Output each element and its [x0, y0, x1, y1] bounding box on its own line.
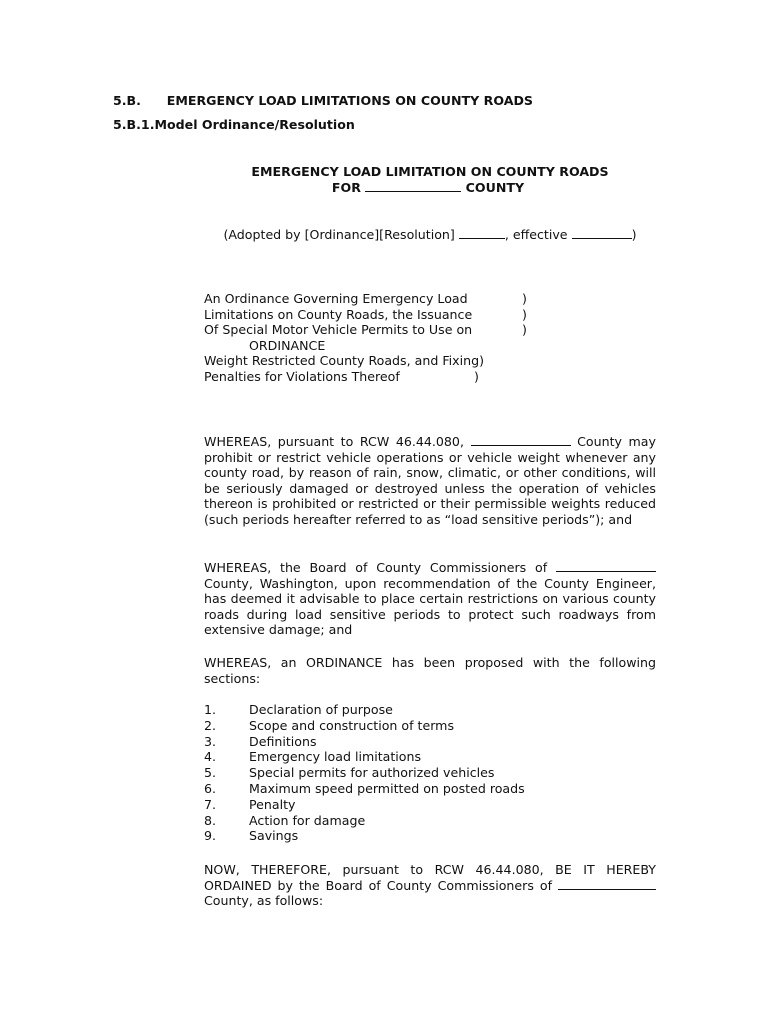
caption-line: Of Special Motor Vehicle Permits to Use on: [204, 322, 473, 338]
caption-line: An Ordinance Governing Emergency Load: [204, 291, 468, 306]
document-title-line2: FOR COUNTY: [331, 179, 525, 195]
section-number: 5.B.: [113, 93, 141, 108]
adopted-line: (Adopted by [Ordinance][Resolution] , effective ): [223, 227, 637, 242]
list-item: 1. Declaration of purpose: [204, 702, 393, 717]
therefore-paragraph: NOW, THEREFORE, pursuant to RCW 46.44.080, BE IT HEREBY ORDAINED by the Board of County Commissioners of County, as follows:: [204, 862, 656, 909]
whereas-paragraph-3: WHEREAS, an ORDINANCE has been proposed with the following sections:: [204, 655, 656, 686]
ordinance-number-blank: [459, 227, 505, 239]
county-name-blank: [556, 560, 656, 572]
list-item: 3. Definitions: [204, 733, 317, 749]
list-item: 7. Penalty: [204, 796, 296, 812]
caption-ordinance-label: ORDINANCE: [249, 337, 326, 353]
list-item: 4. Emergency load limitations: [204, 749, 422, 765]
caption-line: Penalties for Violations Thereof: [204, 368, 400, 384]
county-name-blank: [471, 434, 571, 446]
caption-line: Weight Restricted County Roads, and Fixing): [204, 353, 484, 369]
list-item: 8. Action for damage: [204, 812, 366, 828]
list-item: 9. Savings: [204, 828, 299, 844]
ordinance-caption: An Ordinance Governing Emergency Load ) Limitations on County Roads, the Issuance ) Of Special Motor Vehicle Permits to Use on ) ORDINANCE Weight Restricted County Roads, and Fixing) Penalties for Violations Thereof ): [204, 291, 527, 384]
section-title: EMERGENCY LOAD LIMITATIONS ON COUNTY ROADS: [166, 93, 533, 108]
caption-line: Limitations on County Roads, the Issuance: [204, 306, 473, 322]
section-heading: [113, 93, 533, 109]
sections-list: [204, 702, 656, 844]
document-title-line1: EMERGENCY LOAD LIMITATION ON COUNTY ROADS: [251, 164, 609, 179]
subsection-heading: [113, 117, 355, 133]
document-title: [204, 164, 656, 195]
whereas-paragraph-1: WHEREAS, pursuant to RCW 46.44.080, County may prohibit or restrict vehicle operations or vehicle weight whenever any county road, by reason of rain, snow, climatic, or other conditions, will be seriously damaged or destroyed unless the operation of vehicles thereon is prohibited or restricted or their permissible weights reduced (such periods hereafter referred to as “load sensitive periods”); and: [204, 434, 656, 527]
list-item: 5. Special permits for authorized vehicles: [204, 765, 495, 781]
county-name-blank: [365, 180, 461, 192]
county-name-blank: [558, 878, 656, 890]
subsection-title: Model Ordinance/Resolution: [154, 117, 355, 132]
subsection-number: 5.B.1.: [113, 117, 155, 132]
list-item: 2. Scope and construction of terms: [204, 717, 454, 733]
effective-date-blank: [572, 227, 632, 239]
whereas-paragraph-2: WHEREAS, the Board of County Commissioners of County, Washington, upon recommendation of the County Engineer, has deemed it advisable to place certain restrictions on various county roads during load sensitive periods to protect such roadways from extensive damage; and: [204, 560, 656, 638]
list-item: 6. Maximum speed permitted on posted roads: [204, 780, 525, 796]
